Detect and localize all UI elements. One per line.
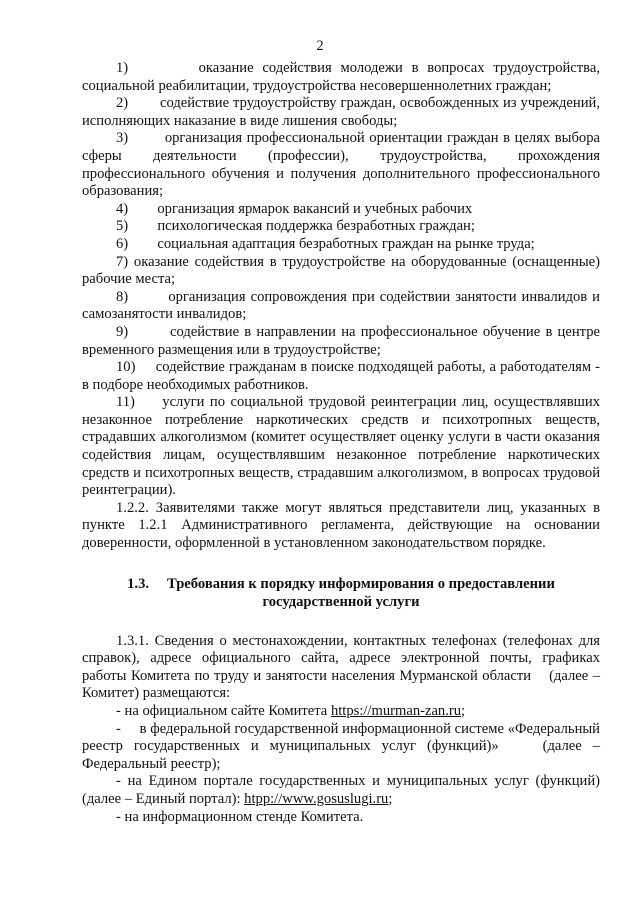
bullet-portal-suffix: ; bbox=[388, 790, 393, 807]
bullet-site-text: - на официальном сайте Комитета bbox=[116, 703, 331, 719]
bullet-info-stand: - на информационном стенде Комитета. bbox=[116, 808, 364, 825]
bullet-site-suffix: ; bbox=[461, 703, 466, 719]
page-number: 2 bbox=[316, 38, 324, 54]
list-item: 5) психологическая поддержка безработных граждан; bbox=[116, 218, 475, 235]
list-item: 3) организация профессиональной ориентации граждан в целях выбора сферы деятельности (профессии), трудоустройства, прохождения профессионального обучения и получения дополнительного профессионального образования; bbox=[82, 130, 600, 200]
list-item: 10) содействие гражданам в поиске подходящей работы, а работодателям - в подборе необходимых работников. bbox=[82, 359, 600, 393]
paragraph-1-2-2: 1.2.2. Заявителями также могут являться представители лиц, указанных в пункте 1.2.1 Административного регламента, действующие на основании доверенности, оформленной в установленном законодательством порядке. bbox=[82, 499, 600, 552]
section-title-line1: Требования к порядку информирования о предоставлении bbox=[167, 575, 555, 592]
list-item: 1) оказание содействия молодежи в вопросах трудоустройства, социальной реабилитации, трудоустройства несовершеннолетних граждан; bbox=[82, 60, 600, 94]
list-item: 11) услуги по социальной трудовой реинтеграции лиц, осуществлявших незаконное потребление наркотических средств и психотропных веществ, страдавших алкоголизмом (комитет осуществляет оценку услуги в части оказания содействия лицам, осуществлявшим незаконное потребление наркотических средств и психотропных веществ, страдавшим алкоголизмом, в вопросах трудовой реинтеграции). bbox=[82, 394, 600, 499]
list-item: 7) оказание содействия в трудоустройстве на оборудованные (оснащенные) рабочие места; bbox=[82, 253, 600, 288]
list-item: 6) социальная адаптация безработных граждан на рынке труда; bbox=[116, 235, 535, 252]
list-item: 8) организация сопровождения при содействии занятости инвалидов и самозанятости инвалидов; bbox=[82, 288, 600, 323]
bullet-unified-portal bbox=[82, 773, 600, 808]
list-item: 9) содействие в направлении на профессиональное обучение в центре временного размещения или в трудоустройстве; bbox=[82, 323, 600, 358]
official-site-link[interactable]: https://murman-zan.ru bbox=[330, 703, 462, 719]
section-title-line2: государственной услуги bbox=[262, 593, 420, 610]
paragraph-1-3-1: 1.3.1. Сведения о местонахождении, контактных телефонах (телефонах для справок), адресе официального сайта, адресе электронной почты, графиках работы Комитета по труду и занятости населения Мурманской области (далее – Комитет) размещаются: bbox=[82, 632, 600, 702]
unified-portal-link[interactable]: htpp://www.gosuslugi.ru bbox=[244, 790, 389, 807]
bullet-portal-text: - на Едином портале государственных и муниципальных услуг (функций) (далее – Единый портал): bbox=[82, 773, 600, 807]
bullet-official-site bbox=[82, 703, 600, 721]
list-item: 4) организация ярмарок вакансий и учебных рабочих bbox=[116, 200, 473, 217]
document-body bbox=[82, 60, 600, 826]
list-item: 2) содействие трудоустройству граждан, освобожденных из учреждений, исполняющих наказание в виде лишения свободы; bbox=[82, 95, 600, 129]
section-heading bbox=[82, 575, 600, 611]
section-number: 1.3. bbox=[127, 575, 150, 592]
bullet-federal-registry: - в федеральной государственной информационной системе «Федеральный реестр государственных и муниципальных услуг (функций)» (далее – Федеральный реестр); bbox=[82, 720, 600, 772]
